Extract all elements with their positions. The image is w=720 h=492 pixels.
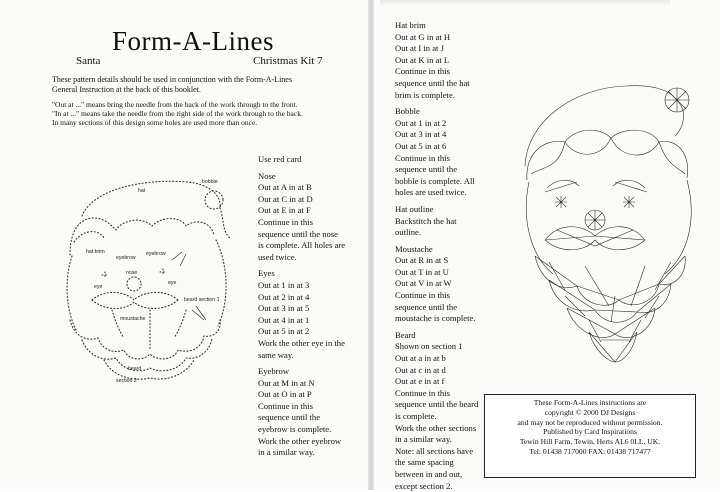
page-title: Form-A-Lines	[112, 26, 274, 56]
santa-illustration	[505, 70, 715, 370]
legend-line: "Out at ..." means bring the needle from the back of the work through to the front.	[52, 100, 298, 109]
text-line: Out at 3 in at 4	[395, 129, 447, 140]
text-line: between in and out,	[395, 468, 463, 479]
text-line: sequence until the beard	[395, 399, 479, 410]
intro-line: General Instruction at the back of this booklet.	[52, 85, 201, 94]
text-line: Out at 5 in at 2	[258, 326, 310, 337]
text-line: Moustache	[395, 243, 433, 254]
pattern-diagram	[52, 160, 252, 390]
copyright-line: copyright © 2000 DJ Designs	[544, 407, 636, 417]
label-moustache: moustache	[120, 316, 146, 322]
text-line: Out at C in at D	[258, 193, 313, 204]
text-line: Continue in this	[395, 290, 450, 301]
copyright-line: Published by Card Inspirations	[543, 427, 637, 437]
text-line: Continue in this	[395, 387, 450, 398]
text-line: Shown on section 1	[395, 341, 463, 352]
text-line: Out at T in at U	[395, 266, 449, 277]
text-line: Work the other eye in the	[258, 337, 345, 348]
label-bobble: bobble	[202, 179, 218, 185]
copyright-line: These Form-A-Lines instructions are	[533, 398, 647, 407]
text-line: Note: all sections have	[395, 445, 474, 456]
text-line: Out at a in at b	[395, 353, 446, 364]
label-hat-brim: hat brim	[86, 249, 105, 255]
text-line: eyebrow is complete.	[258, 424, 332, 435]
text-line: Out at 2 in at 4	[258, 291, 310, 302]
text-line: Out at I in at J	[395, 43, 444, 54]
text-line: the same spacing	[395, 457, 454, 468]
text-line: Out at M in at N	[258, 377, 315, 388]
label-nose: nose	[126, 270, 138, 276]
text-line: Continue in this	[395, 152, 450, 163]
text-line: sequence until the	[258, 412, 321, 423]
text-line: Work the other sections	[395, 422, 477, 433]
text-line: Out at 5 in at 6	[395, 140, 447, 151]
bobble	[665, 88, 689, 112]
text-line: brim is complete.	[395, 89, 455, 100]
text-line: Out at O in at P	[258, 389, 312, 400]
label-beard: beard	[128, 366, 142, 372]
text-line: sequence until the hat	[395, 77, 470, 88]
text-line: Work the other eyebrow	[258, 435, 342, 446]
text-line: Beard	[395, 329, 416, 340]
text-line: Out at V in at W	[395, 278, 452, 289]
text-line: Out at A in at B	[258, 182, 312, 193]
legend-line: "In at ..." means take the needle from the right side of the work through to the back.	[52, 109, 303, 118]
legend-text	[52, 100, 364, 127]
text-line: moustache is complete.	[395, 313, 476, 324]
text-line: Out at E in at F	[258, 205, 311, 216]
text-line: Continue in this	[258, 216, 313, 227]
text-line: outline.	[395, 227, 422, 238]
label-section2: section 2	[116, 378, 137, 384]
label-eyebrow-right: eyebrow	[146, 251, 166, 257]
text-line: Continue in this	[258, 400, 313, 411]
text-line: Continue in this	[395, 66, 450, 77]
copyright-line: Tewin Hill Farm, Tewin, Herts AL6 0LL, UK.	[519, 437, 661, 447]
label-eyebrow-left: eyebrow	[116, 255, 136, 261]
text-line: Out at e in at f	[395, 376, 445, 387]
text-line: is complete. All holes are	[258, 240, 346, 251]
label-hat: hat	[138, 188, 146, 194]
text-line: is complete.	[395, 411, 437, 421]
text-line: Eyebrow	[258, 366, 290, 377]
intro-line: These pattern details should be used in conjunction with the Form-A-Lines	[52, 75, 292, 84]
text-line: Eyes	[258, 268, 275, 279]
text-line: Out at K in at L	[395, 54, 450, 65]
copyright-line: and may not be reproduced without permission.	[517, 417, 663, 427]
kit-name: Christmas Kit 7	[253, 55, 323, 67]
text-line: Out at 4 in at 1	[258, 314, 310, 325]
text-line: Nose	[258, 170, 276, 181]
text-line: used twice.	[258, 251, 297, 262]
text-line: sequence until the	[395, 301, 458, 312]
legend-line: In many sections of this design some holes are used more than once.	[52, 118, 258, 127]
text-line: in a similar way.	[258, 447, 315, 458]
text-line: in a similar way.	[395, 434, 452, 445]
text-line: holes are used twice.	[395, 187, 467, 198]
copyright-box	[484, 394, 696, 478]
label-eye-right: eye	[168, 280, 177, 286]
label-beard-section1: beard section 1	[184, 297, 220, 303]
text-line: Out at c in at d	[395, 364, 446, 375]
text-line: except section 2.	[395, 480, 453, 491]
copyright-line: Tel: 01438 717000 FAX: 01438 717477	[529, 446, 651, 456]
design-name: Santa	[76, 55, 101, 67]
text-line: sequence until the	[395, 164, 458, 175]
text-line: bobble is complete. All	[395, 175, 475, 186]
text-line: Out at 3 in at 5	[258, 303, 310, 314]
text-line: Bobble	[395, 106, 420, 117]
text-line: sequence until the nose	[258, 228, 338, 239]
intro-text	[52, 75, 364, 95]
text-line: Backstitch the hat	[395, 215, 457, 226]
scan-shadow	[380, 0, 670, 6]
text-line: Hat outline	[395, 203, 434, 214]
text-line: same way.	[258, 349, 294, 360]
text-line: Hat brim	[395, 20, 426, 30]
text-line: Out at R in at S	[395, 255, 449, 266]
instructions-left	[258, 154, 370, 459]
text-line: Out at 1 in at 3	[258, 279, 310, 290]
text-line: Use red card	[258, 154, 302, 164]
label-eye-left: eye	[94, 284, 103, 290]
text-line: Out at G in at H	[395, 31, 451, 42]
text-line: Out at 1 in at 2	[395, 117, 447, 128]
